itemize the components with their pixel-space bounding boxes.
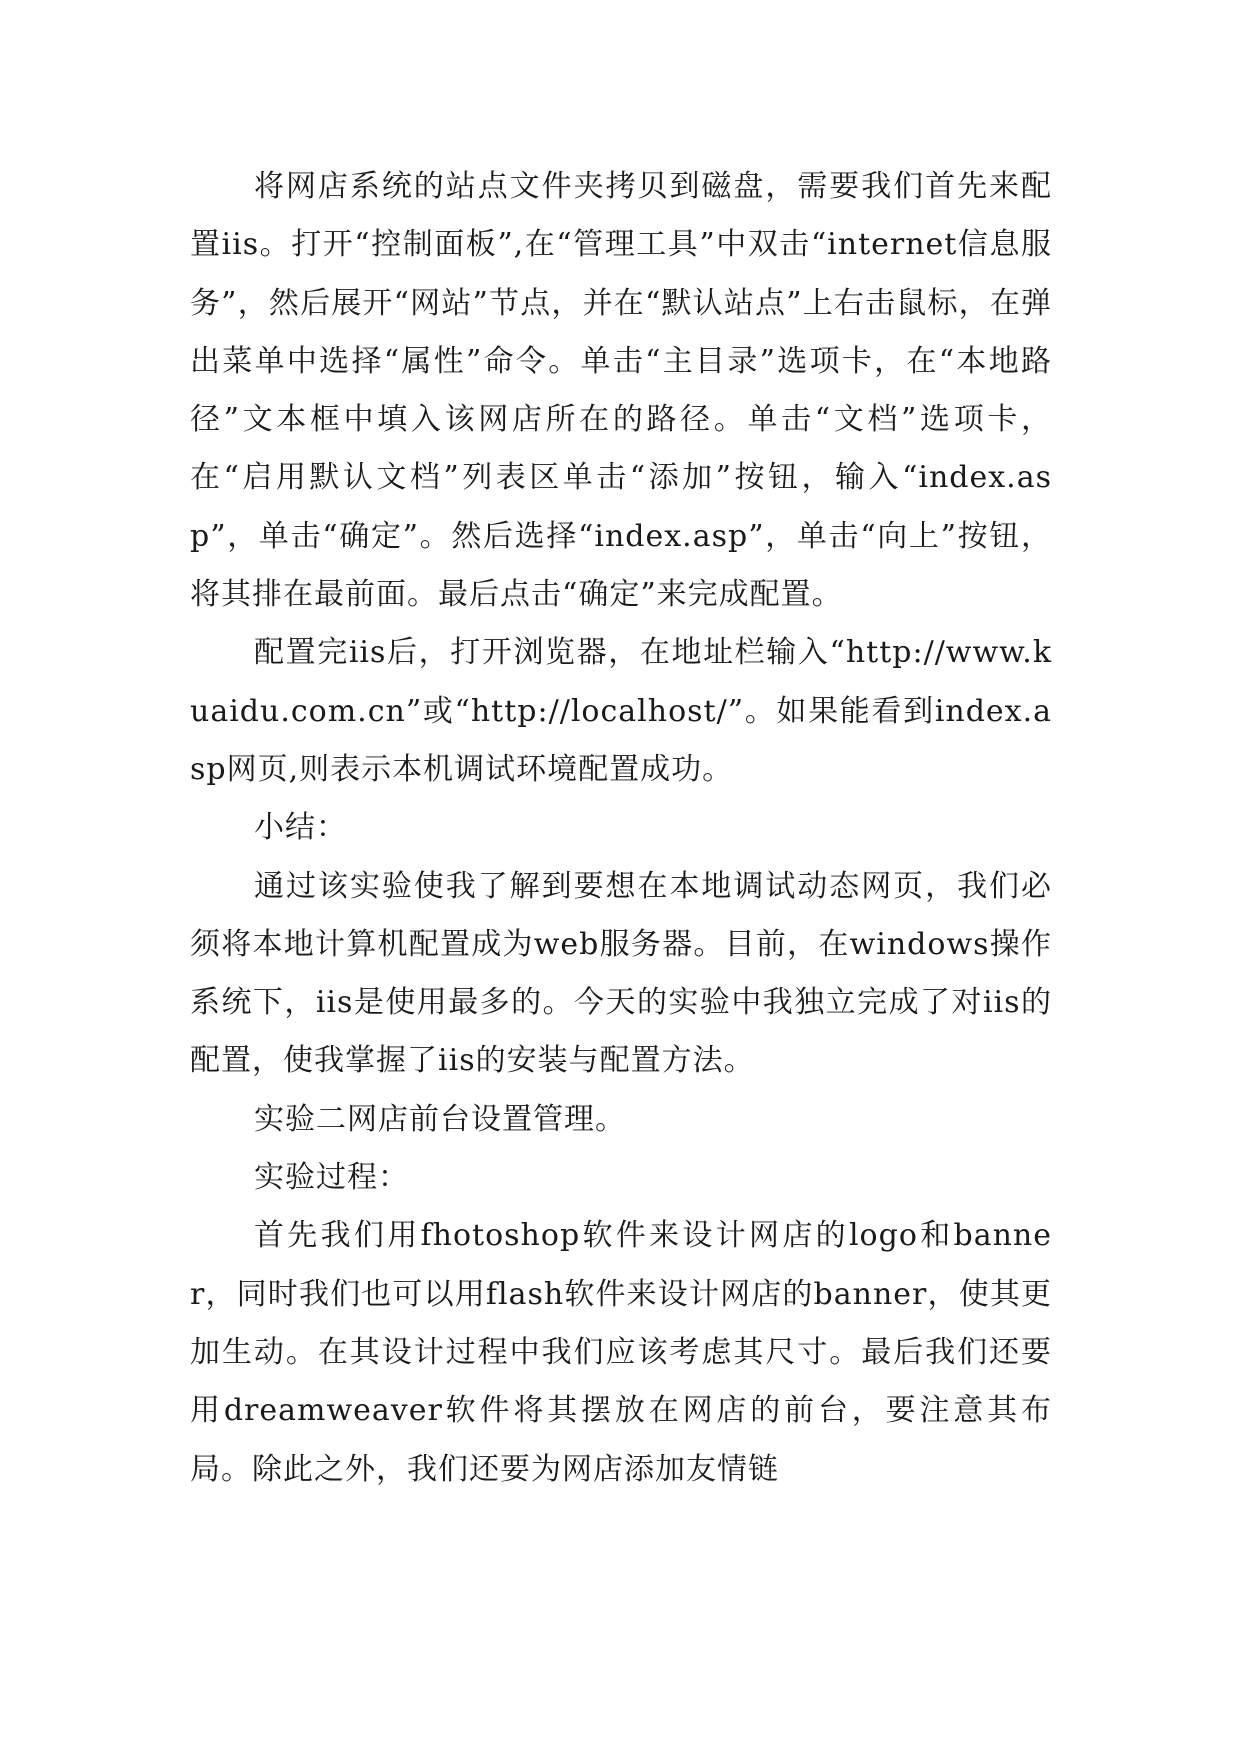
document-body	[190, 158, 1052, 1499]
heading-experiment-two: 实验二网店前台设置管理。	[254, 1101, 626, 1137]
paragraph-iis-setup: 将网店系统的站点文件夹拷贝到磁盘，需要我们首先来配置iis。打开“控制面板”,在“管理工具”中双击“internet信息服务”，然后展开“网站”节点，并在“默认站点”上右击鼠标，在弹出菜单中选择“属性”命令。单击“主目录”选项卡，在“本地路径”文本框中填入该网店所在的路径。单击“文档”选项卡，在“启用默认文档”列表区单击“添加”按钮，输入“index.asp”，单击“确定”。然后选择“index.asp”，单击“向上”按钮，将其排在最前面。最后点击“确定”来完成配置。	[190, 169, 1052, 613]
heading-summary: 小结：	[254, 810, 347, 846]
heading-process: 实验过程：	[254, 1160, 409, 1196]
paragraph-summary: 通过该实验使我了解到要想在本地调试动态网页，我们必须将本地计算机配置成为web服务器。目前，在windows操作系统下，iis是使用最多的。今天的实验中我独立完成了对iis的配置，使我掌握了iis的安装与配置方法。	[190, 868, 1052, 1079]
paragraph-browser-test: 配置完iis后，打开浏览器，在地址栏输入“http://www.kuaidu.com.cn”或“http://localhost/”。如果能看到index.asp网页,则表示本机调试环境配置成功。	[190, 635, 1052, 787]
paragraph-design-process: 首先我们用fhotoshop软件来设计网店的logo和banner，同时我们也可以用flash软件来设计网店的banner，使其更加生动。在其设计过程中我们应该考虑其尺寸。最后我们还要用dreamweaver软件将其摆放在网店的前台，要注意其布局。除此之外，我们还要为网店添加友情链	[190, 1218, 1052, 1487]
